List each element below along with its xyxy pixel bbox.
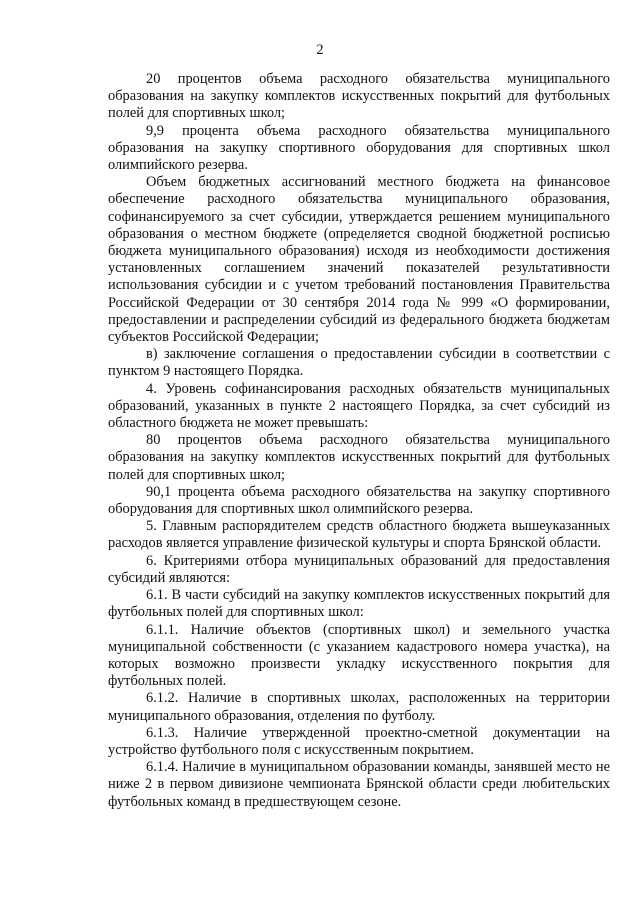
paragraph: Объем бюджетных ассигнований местного бюджета на финансовое обеспечение расходного обязательства муниципального образования, софинансируемого за счет субсидии, утверждается решением муниципального образования о местном бюджете (определяется сводной бюджетной росписью бюджета муниципального образования) исходя из необходимости достижения установленных соглашением значений показателей результативности использования субсидии и с учетом требований постановления Правительства Российской Федерации от 30 сентября 2014 года № 999 «О формировании, предоставлении и распределении субсидий из федерального бюджета бюджетам субъектов Российской Федерации; [108,174,610,346]
paragraph: 6.1.2. Наличие в спортивных школах, расположенных на территории муниципального образования, отделения по футболу. [108,690,610,724]
document-body [108,71,610,811]
paragraph: 6.1.4. Наличие в муниципальном образовании команды, занявшей место не ниже 2 в первом дивизионе чемпионата Брянской области среди любительских футбольных команд в предшествующем сезоне. [108,759,610,810]
paragraph: 6.1.1. Наличие объектов (спортивных школ) и земельного участка муниципальной собственности (с указанием кадастрового номера участка), на которых возможно произвести укладку искусственного покрытия для футбольных полей. [108,621,610,690]
paragraph: 90,1 процента объема расходного обязательства на закупку спортивного оборудования для спортивных школ олимпийского резерва. [108,483,610,518]
paragraph: 80 процентов объема расходного обязательства муниципального образования на закупку комплектов искусственных покрытий для футбольных полей для спортивных школ; [108,432,610,483]
page-number: 2 [316,42,324,58]
paragraph: 6. Критериями отбора муниципальных образований для предоставления субсидий являются: [108,552,610,586]
paragraph: 5. Главным распорядителем средств областного бюджета вышеуказанных расходов является управление физической культуры и спорта Брянской области. [108,518,610,552]
paragraph: 4. Уровень софинансирования расходных обязательств муниципальных образований, указанных в пункте 2 настоящего Порядка, за счет субсидий из областного бюджета не может превышать: [108,380,610,432]
paragraph: 6.1. В части субсидий на закупку комплектов искусственных покрытий для футбольных полей для спортивных школ: [108,587,610,621]
paragraph: 6.1.3. Наличие утвержденной проектно-сметной документации на устройство футбольного поля с искусственным покрытием. [108,724,610,758]
paragraph: в) заключение соглашения о предоставлении субсидии в соответствии с пунктом 9 настоящего Порядка. [108,346,610,380]
paragraph: 20 процентов объема расходного обязательства муниципального образования на закупку комплектов искусственных покрытий для футбольных полей для спортивных школ; [108,71,610,122]
paragraph: 9,9 процента объема расходного обязательства муниципального образования на закупку спортивного оборудования для спортивных школ олимпийского резерва. [108,122,610,174]
